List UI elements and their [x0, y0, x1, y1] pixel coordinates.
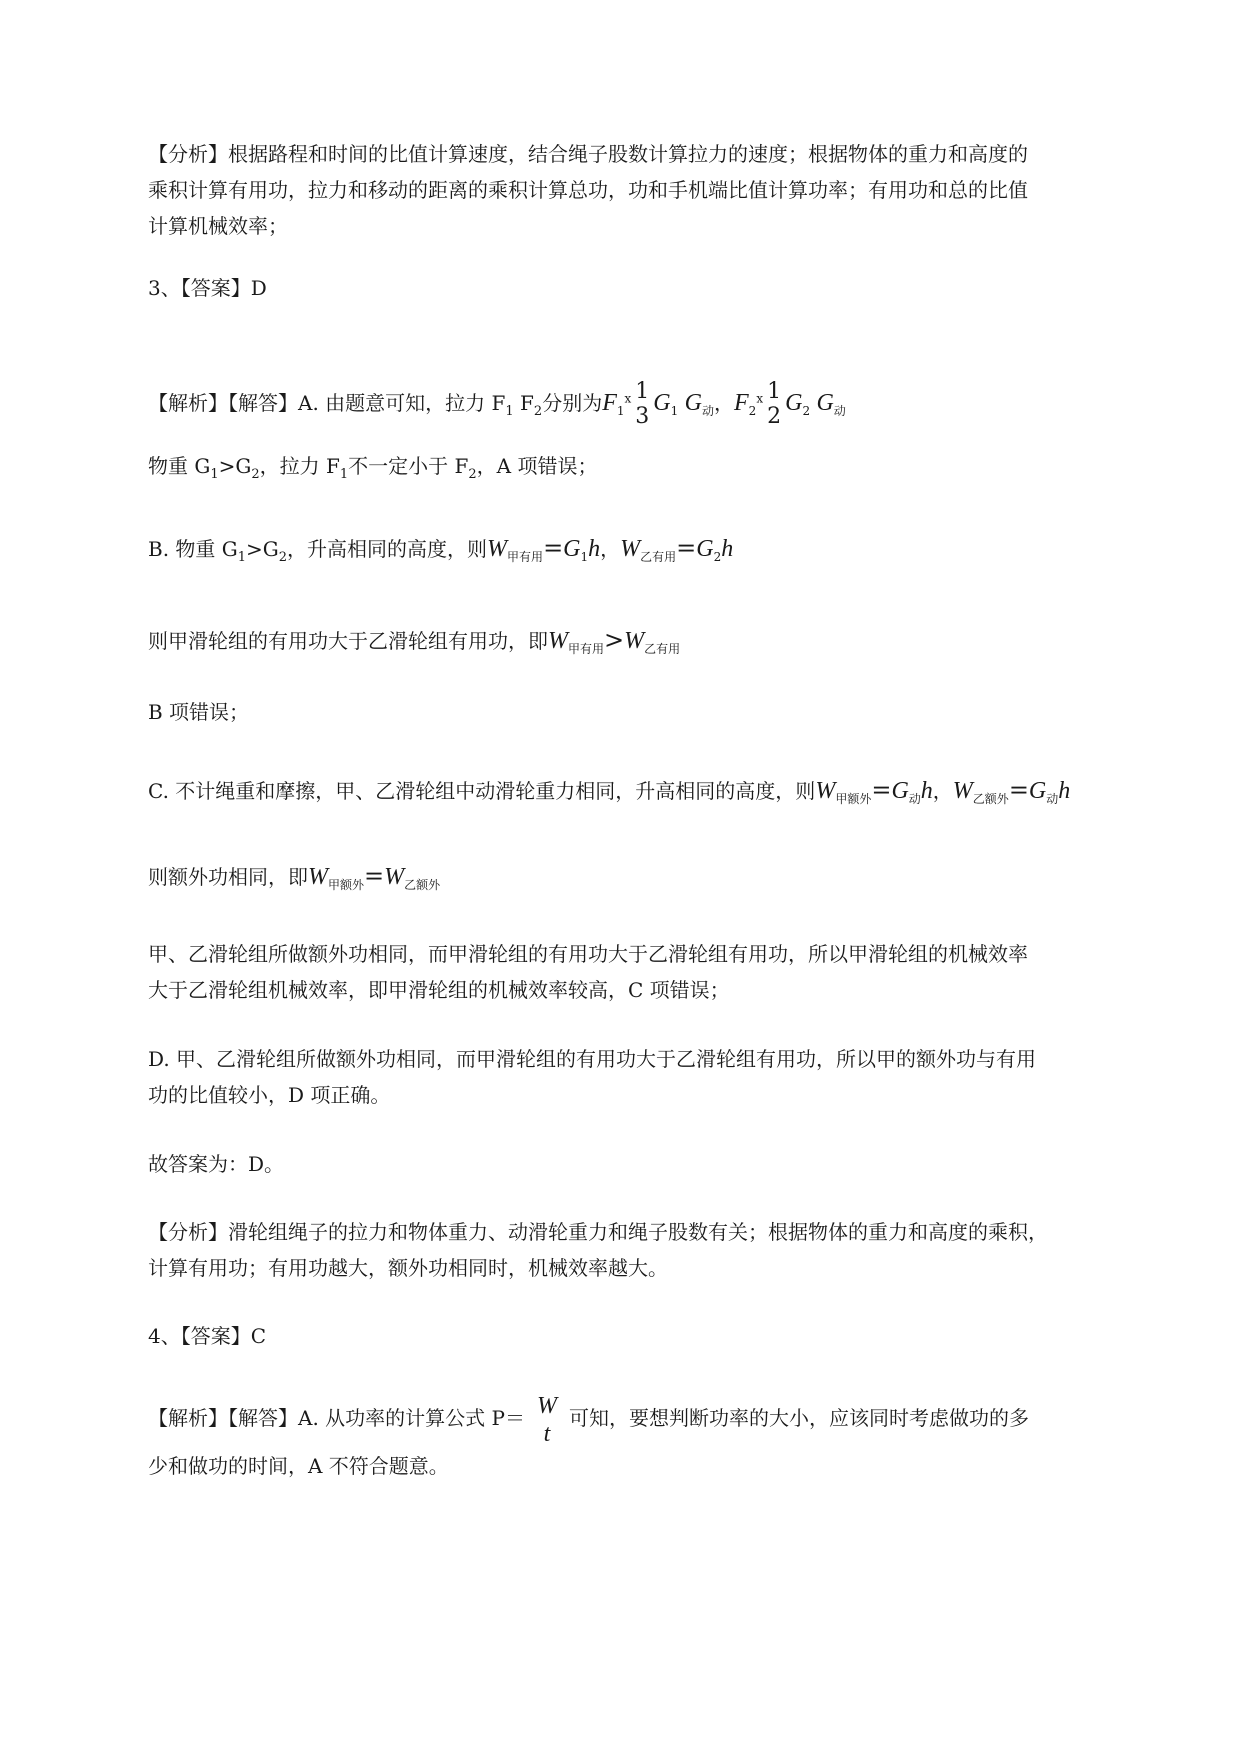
q3-analysis-line-2: 计算有用功；有用功越大，额外功相同时，机械效率越大。: [148, 1256, 668, 1280]
fraction-one-third: 1 3: [635, 379, 650, 429]
q3-solution-a: 【解析】【解答】A. 由题意可知，拉力 $F_1$ $F_2$分别为$F_1^ⅹ$ 1 3 $G_1$ $G_动$，$F_2^ⅹ$ 1 2 $G_2$ $G_动$: [148, 379, 846, 429]
fraction-one-half: 1 2: [767, 379, 782, 429]
q3-solution-c3-line-2: 大于乙滑轮组机械效率，即甲滑轮组的机械效率较高，C 项错误；: [148, 978, 730, 1002]
q3-solution-b1: B. 物重 $G_1>G_2$，升高相同的高度，则$W_{甲有用}=G_1h$，$W_{乙有用}=G_2h$: [148, 534, 734, 565]
formula-f1: $F_1^ⅹ$ 1 3 $G_1$ $G_动$: [602, 379, 714, 429]
q3-solution-c1: C. 不计绳重和摩擦，甲、乙滑轮组中动滑轮重力相同，升高相同的高度，则$W_{甲额外}=G_动h$，$W_{乙额外}=G_动h$: [148, 776, 1071, 806]
formula-f2: $F_2^ⅹ$ 1 2 $G_2$ $G_动$: [734, 379, 846, 429]
analysis-line-3: 计算机械效率；: [148, 214, 288, 238]
q4-solution-a: 【解析】【解答】A. 从功率的计算公式 P＝ W t 可知，要想判断功率的大小，应该同时考虑做功的多: [148, 1392, 1029, 1447]
q3-analysis-line-1: 【分析】滑轮组绳子的拉力和物体重力、动滑轮重力和绳子股数有关；根据物体的重力和高度的乘积，: [148, 1220, 1048, 1244]
q3-solution-b2: 则甲滑轮组的有用功大于乙滑轮组有用功，即$W_{甲有用}>W_{乙有用}$: [148, 626, 681, 656]
analysis-line-2: 乘积计算有用功，拉力和移动的距离的乘积计算总功，功和手机端比值计算功率；有用功和总的比值: [148, 178, 1028, 202]
q3-solution-a2: 物重 $G_1>G_2$，拉力 $F_1$不一定小于 $F_2$，A 项错误；: [148, 454, 598, 482]
q3-solution-d-line-2: 功的比值较小，D 项正确。: [148, 1083, 391, 1107]
analysis-line-1: 【分析】根据路程和时间的比值计算速度，结合绳子股数计算拉力的速度；根据物体的重力和高度的: [148, 142, 1028, 166]
q3-conclusion: 故答案为：D。: [148, 1152, 285, 1176]
q3-solution-c3-line-1: 甲、乙滑轮组所做额外功相同，而甲滑轮组的有用功大于乙滑轮组有用功，所以甲滑轮组的机械效率: [148, 942, 1028, 966]
fraction-w-over-t: W t: [536, 1392, 557, 1447]
q4-solution-a-line-2: 少和做功的时间，A 不符合题意。: [148, 1454, 449, 1478]
q3-solution-b3: B 项错误；: [148, 700, 250, 724]
q3-solution-c2: 则额外功相同，即$W_{甲额外}=W_{乙额外}$: [148, 862, 441, 892]
q3-solution-d-line-1: D. 甲、乙滑轮组所做额外功相同，而甲滑轮组的有用功大于乙滑轮组有用功，所以甲的额外功与有用: [148, 1047, 1037, 1071]
q4-answer: 4、【答案】C: [148, 1324, 267, 1348]
q3-answer: 3、【答案】D: [148, 276, 267, 300]
